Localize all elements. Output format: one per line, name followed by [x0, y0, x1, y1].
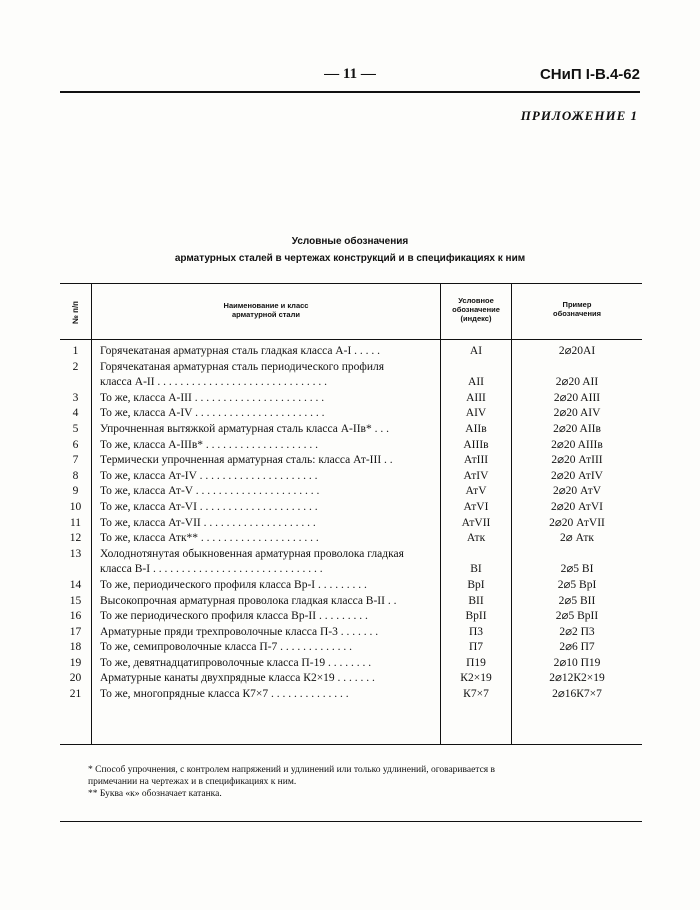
row-number: 4 [72, 407, 79, 420]
row-name: То же, семипроволочные класса П-7 . . . . . . . . . . . . . [100, 641, 353, 654]
page-header [60, 66, 640, 88]
row-index: Атк [466, 532, 486, 545]
row-example: 2⌀5 BI [560, 563, 594, 576]
row-name: То же, класса А-IIIв* . . . . . . . . . . . . . . . . . . . . [100, 438, 318, 451]
row-name: То же, класса Атк** . . . . . . . . . . . . . . . . . . . . . [100, 532, 319, 545]
row-example: 2⌀20 АтVI [551, 500, 603, 513]
row-number: 14 [69, 578, 82, 591]
row-name: Упрочненная вытяжкой арматурная сталь класса А-IIв* . . . [100, 422, 389, 435]
row-example: 2⌀20 AIII [553, 391, 601, 404]
row-index: К2×19 [460, 672, 492, 685]
table-subtitle: арматурных сталей в чертежах конструкций и в спецификациях к ним [174, 253, 526, 264]
row-index: AIV [465, 407, 487, 420]
row-index: AIIв [465, 422, 487, 435]
table-row [60, 625, 642, 641]
row-name: Арматурные канаты двухпрядные класса К2×19 . . . . . . . [100, 672, 375, 685]
table-row [60, 594, 642, 610]
row-example: 2⌀ Атк [560, 532, 594, 545]
row-name: То же, периодического профиля класса Вр-I . . . . . . . . . [100, 578, 367, 591]
row-example: 2⌀20 АтIII [551, 454, 603, 467]
row-number: 10 [69, 500, 82, 513]
table-row [60, 578, 642, 594]
row-example: 2⌀5 BpII [555, 610, 599, 623]
table-row [60, 656, 642, 672]
table-row [60, 360, 642, 376]
footnotes [88, 764, 636, 800]
row-index: АтIV [463, 469, 489, 482]
table-row [60, 500, 642, 516]
row-example: 2⌀5 BpI [557, 578, 597, 591]
row-index: АтV [465, 485, 487, 498]
row-name: То же, класса Ат-VII . . . . . . . . . . . . . . . . . . . . [100, 516, 316, 529]
row-example: 2⌀20 AII [555, 376, 599, 389]
row-example: 2⌀20 АтVII [549, 516, 605, 529]
row-name: То же, класса А-III . . . . . . . . . . . . . . . . . . . . . . . [100, 391, 325, 404]
row-example: 2⌀6 П7 [559, 641, 595, 654]
row-number: 13 [69, 547, 82, 560]
header-divider [60, 339, 642, 340]
row-name: То же, многопрядные класса К7×7 . . . . . . . . . . . . . . [100, 688, 349, 701]
row-number: 21 [69, 688, 82, 701]
row-name: Термически упрочненная арматурная сталь: класса Ат-III . . [100, 454, 393, 467]
appendix-label: ПРИЛОЖЕНИЕ 1 [520, 108, 638, 123]
table-title: Условные обозначения [291, 236, 409, 247]
row-example: 2⌀20 AIIIв [551, 438, 603, 451]
row-number: 20 [69, 672, 82, 685]
table-row [60, 609, 642, 625]
designations-table [60, 283, 642, 822]
table-row [60, 484, 642, 500]
table-end-rule [60, 744, 642, 745]
row-example: 2⌀16К7×7 [552, 688, 602, 701]
header-index: Условное обозначение (индекс) [452, 296, 500, 323]
row-index: AIII [466, 391, 486, 404]
row-name: класса В-I . . . . . . . . . . . . . . . . . . . . . . . . . . . . . . [100, 563, 323, 576]
row-index: АтIII [463, 454, 489, 467]
row-name: То же, класса Ат-VI . . . . . . . . . . . . . . . . . . . . . [100, 500, 318, 513]
row-index: AIIIв [463, 438, 489, 451]
table-row [60, 531, 642, 547]
row-number: 9 [72, 485, 79, 498]
table-row [60, 344, 642, 360]
row-index: AI [469, 345, 483, 357]
row-name: Арматурные пряди трехпроволочные класса П-3 . . . . . . . [100, 625, 379, 638]
row-name: То же, класса Ат-V . . . . . . . . . . . . . . . . . . . . . . [100, 485, 320, 498]
row-name: Горячекатаная арматурная сталь гладкая класса А-I . . . . . [100, 345, 381, 357]
row-index: BpII [465, 610, 487, 623]
row-number: 2 [72, 360, 79, 373]
row-example: 2⌀2 П3 [559, 625, 595, 638]
footnote-1-cont: примечании на чертежах и в спецификациях к ним. [88, 777, 297, 787]
table-row [60, 391, 642, 407]
row-number: 7 [72, 454, 79, 467]
table-row [60, 562, 642, 578]
row-example: 2⌀20 АтIV [551, 469, 603, 482]
row-index: BII [468, 594, 484, 607]
row-number: 6 [72, 438, 79, 451]
row-name: класса А-II . . . . . . . . . . . . . . . . . . . . . . . . . . . . . . [100, 376, 328, 389]
row-name: Холоднотянутая обыкновенная арматурная проволока гладкая [100, 547, 404, 560]
table-row [60, 422, 642, 438]
row-index: BpI [467, 578, 485, 591]
table-row [60, 469, 642, 485]
row-index: AII [468, 376, 484, 389]
row-example: 2⌀20AI [558, 345, 596, 357]
row-example: 2⌀20 AIIв [553, 422, 601, 435]
row-number: 8 [72, 469, 79, 482]
footnote-2: ** Буква «к» обозначает катанка. [88, 789, 222, 799]
header-rule [60, 91, 640, 93]
row-number: 17 [69, 625, 82, 638]
table-row [60, 516, 642, 532]
row-index: К7×7 [463, 688, 489, 701]
header-number: № п/п [71, 300, 81, 324]
row-number: 5 [72, 422, 79, 435]
header-example: Пример обозначения [553, 300, 601, 318]
table-row [60, 438, 642, 454]
row-name: Высокопрочная арматурная проволока гладкая класса В-II . . [100, 594, 397, 607]
row-example: 2⌀20 AIV [553, 407, 601, 420]
page-number: — 11 — [324, 66, 376, 82]
row-index: АтVI [463, 500, 489, 513]
table-row [60, 375, 642, 391]
row-index: П19 [466, 656, 486, 669]
row-number: 15 [69, 594, 82, 607]
row-index: BI [470, 563, 482, 576]
row-index: АтVII [461, 516, 491, 529]
table-body [60, 344, 642, 703]
row-name: То же, девятнадцатипроволочные класса П-19 . . . . . . . . [100, 656, 372, 669]
row-example: 2⌀10 П19 [553, 656, 601, 669]
row-number: 12 [69, 532, 82, 545]
row-number: 19 [69, 656, 82, 669]
table-row [60, 687, 642, 703]
header-name: Наименование и класс арматурной стали [223, 301, 309, 319]
row-number: 16 [69, 610, 82, 623]
table-row [60, 671, 642, 687]
row-example: 2⌀5 BII [558, 594, 596, 607]
table-row [60, 453, 642, 469]
document-code: СНиП I-В.4-62 [539, 66, 640, 83]
row-example: 2⌀20 АтV [552, 485, 602, 498]
row-name: То же, класса Ат-IV . . . . . . . . . . . . . . . . . . . . . [100, 469, 318, 482]
row-name: Горячекатаная арматурная сталь периодического профиля [100, 360, 385, 373]
row-name: То же, класса А-IV . . . . . . . . . . . . . . . . . . . . . . . [100, 407, 325, 420]
table-row [60, 406, 642, 422]
footnote-1: * Способ упрочнения, с контролем напряжений и удлинений или только удлинений, оговаривается в [88, 765, 496, 775]
row-number: 11 [69, 516, 82, 529]
row-example: 2⌀12К2×19 [549, 672, 605, 685]
row-index: П7 [468, 641, 484, 654]
row-number: 3 [72, 391, 79, 404]
row-name: То же периодического профиля класса Вр-II . . . . . . . . . [100, 610, 368, 623]
table-row [60, 547, 642, 563]
row-number: 1 [72, 345, 79, 357]
table-row [60, 640, 642, 656]
row-number: 18 [69, 641, 82, 654]
row-index: П3 [468, 625, 484, 638]
